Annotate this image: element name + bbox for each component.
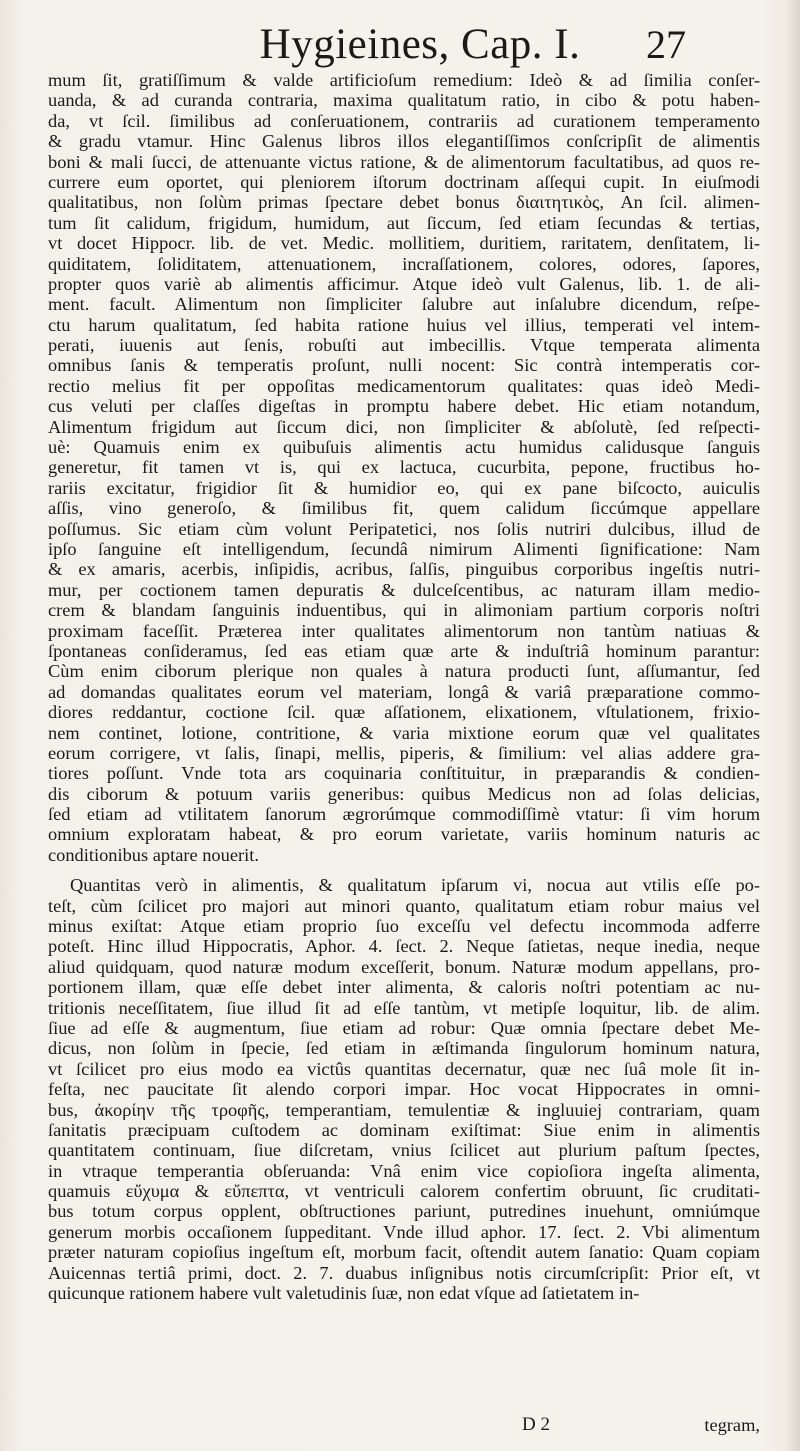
text-line: vt ſcilicet pro eius modo ea victûs quantitas decernatur, quæ nec ſuâ mole ſit in- (48, 1058, 760, 1079)
text-line: Alimentum frigidum aut ſiccum dici, non ſimpliciter & abſolutè, ſed reſpecti- (48, 416, 760, 437)
text-line: ctu harum qualitatum, ſed habita ratione huius vel illius, temperati vel intem- (48, 314, 760, 335)
text-line: quicunque rationem habere vult valetudinis ſuæ, non edat vſque ad ſatietatem in- (48, 1283, 640, 1304)
text-line: quiditatem, ſoliditatem, attenuationem, incraſſationem, colores, odores, ſapores, (48, 253, 760, 274)
text-line: aliud quidquam, quod naturæ modum exceſſerit, bonum. Naturæ modum appellans, pro- (48, 956, 760, 977)
text-line: perati, iuuenis aut ſenis, robuſti aut imbecillis. Vtque temperata alimenta (48, 335, 760, 356)
page-edge-shadow (786, 0, 800, 1451)
text-line: uè: Quamuis enim ex quibuſuis alimentis actu humidus calidusque ſanguis (48, 437, 760, 458)
signature-mark: D 2 (522, 1414, 550, 1435)
text-line: ment. facult. Alimentum non ſimpliciter ſalubre aut inſalubre dicendum, reſpe- (48, 294, 760, 315)
text-line: & gradu vtamur. Hinc Galenus libros illos elegantiſſimos conſcripſit de alimentis (48, 131, 760, 152)
text-line: bus totum corpus opplent, obſtructiones pariunt, putredines inuehunt, omniúmque (48, 1201, 760, 1222)
page-footer (0, 1412, 800, 1448)
text-line: aſſis, vino generoſo, & ſimilibus fit, quem calidum ſiccúmque appellare (48, 498, 760, 519)
text-line: cus veluti per claſſes digeſtas in promptu habere debet. Hic etiam notandum, (48, 396, 760, 417)
paragraph (48, 875, 760, 1303)
text-line: dicus, non ſolùm in ſpecie, ſed etiam in æſtimanda ſingulorum hominum natura, (48, 1038, 760, 1059)
text-line: rectio melius fit per oppoſitas medicamentorum qualitates: quas ideò Medi- (48, 375, 760, 396)
text-line: rariis excitatur, frigidior ſit & humidior eo, qui ex pane biſcocto, auiculis (48, 477, 760, 498)
text-line: conditionibus aptare nouerit. (48, 844, 259, 865)
text-line: mum ſit, gratiſſimum & valde artificioſum remedium: Ideò & ad ſimilia conſer- (48, 70, 760, 90)
text-line: ſpontaneas conſideramus, ſed eas etiam quæ arte & induſtriâ hominum parantur: (48, 640, 760, 661)
text-line: nem continet, lotione, contritione, & varia mixtione eorum quæ vel qualitates (48, 722, 760, 743)
text-line: bus, ἀκορίην τῆς τροφῆς, temperantiam, temulentiæ & ingluuiej contrariam, quam (48, 1099, 760, 1120)
text-line: boni & mali ſucci, de attenuante victus ratione, & de alimentorum facultatibus, ad quos re- (48, 151, 760, 172)
text-line: Quantitas verò in alimentis, & qualitatum ipſarum vi, nocua aut vtilis eſſe po- (70, 875, 760, 896)
text-line: quamuis εὔχυμα & εὔπεπτα, vt ventriculi calorem confertim obruunt, ſic cruditati- (48, 1181, 760, 1202)
paragraph (48, 70, 760, 865)
text-line: da, vt ſcil. ſimilibus ad conſeruationem, contrariis ad curationem temperamento (48, 110, 760, 131)
text-line: generum morbis occaſionem ſuppeditant. Vnde illud aphor. 17. ſect. 2. Vbi alimentum (48, 1221, 760, 1242)
text-line: vt docet Hippocr. lib. de vet. Medic. mollitiem, duritiem, raritatem, denſitatem, li- (48, 233, 760, 254)
text-line: ſed etiam ad vtilitatem ſanorum ægrorúmque commodiſſimè vtatur: ſi vim horum (48, 804, 760, 825)
text-line: currere eum oportet, qui pleniorem iſtorum doctrinam aſſequi cupit. In eiuſmodi (48, 171, 760, 192)
text-line: tritionis neceſſitatem, ſiue illud ſit ad eſſe tantùm, vt metipſe loquitur, lib. de alim. (48, 997, 760, 1018)
text-line: poſſumus. Sic etiam cùm volunt Peripatetici, nos ſolis nutriri dulcibus, illud de (48, 518, 760, 539)
text-line: quantitatem continuam, ſiue diſcretam, vnius ſcilicet aut plurium paſtum ſpectes, (48, 1140, 760, 1161)
text-line: dis ciborum & potuum variis generibus: quibus Medicus non ad ſolas delicias, (48, 783, 760, 804)
text-line: generetur, fit tamen vt is, qui ex lactuca, cucurbita, pepone, fructibus ho- (48, 457, 760, 478)
text-line: minus exiſtat: Atque etiam proprio ſuo exceſſu vel defectu incommoda adferre (48, 916, 760, 937)
catchword: tegram, (704, 1415, 760, 1435)
text-line: mur, per coctionem tamen depuratis & dulceſcentibus, ac naturam illam medio- (48, 579, 760, 600)
text-line: ſiue ad eſſe & augmentum, ſiue etiam ad robur: Quæ omnia ſpectare debet Me- (48, 1017, 760, 1038)
page-header (0, 14, 800, 70)
text-line: & ex amaris, acerbis, inſipidis, acribus, ſalſis, pinguibus corporibus ingeſtis nutri- (48, 559, 760, 580)
text-line: eorum corrigere, vt ſalis, ſinapi, mellis, piperis, & ſimilium: vel alias addere gra- (48, 742, 760, 763)
text-line: propter quos variè ab alimentis afficimur. Atque ideò vult Galenus, lib. 1. de ali- (48, 273, 760, 294)
text-line: in vtraque temperantia obſeruanda: Vnâ enim vice copioſiora ingeſta alimenta, (48, 1160, 760, 1181)
text-line: proximam faceſſit. Præterea inter qualitates alimentorum non tantùm natiuas & (48, 620, 760, 641)
text-line: ad domandas qualitates eorum vel materiam, longâ & variâ præparatione commo- (48, 681, 760, 702)
text-line: omnibus ſanis & temperatis proſunt, nulli nocent: Sic contrà intemperatis cor- (48, 355, 760, 376)
body-text (48, 70, 760, 1303)
text-line: tum ſit calidum, frigidum, humidum, aut ſiccum, ſed etiam ſecundas & tertias, (48, 212, 760, 233)
page-number: 27 (646, 22, 686, 67)
text-line: crem & blandam ſanguinis induentibus, qui in alimoniam partium corporis noſtri (48, 600, 760, 621)
text-line: diores reddantur, coctione ſcil. quæ aſſationem, elixationem, vſtulationem, frixio- (48, 702, 760, 723)
text-line: Cùm enim ciborum plerique non quales à natura producti ſunt, aſſumantur, ſed (48, 661, 760, 682)
text-line: tiores poſſunt. Vnde tota ars coquinaria conſtituitur, in præparandis & condien- (48, 763, 760, 784)
text-line: portionem illam, quæ eſſe debet inter alimenta, & caloris noſtri potentiam ac nu- (48, 977, 760, 998)
text-line: Auicennas tertiâ primi, doct. 2. 7. duabus inſignibus notis circumſcripſit: Prior eſt, vt (48, 1262, 760, 1283)
running-title: Hygieines, Cap. I. (259, 21, 581, 68)
text-line: præter naturam copioſius ingeſtum eſt, morbum facit, oſtendit autem ſanatio: Quam copiam (48, 1242, 760, 1263)
text-line: omnium exploratam habeat, & pro eorum varietate, variis hominum naturis ac (48, 824, 760, 845)
text-line: ſanitatis præcipuam cuſtodem ac dominam exiſtimat: Siue enim in alimentis (48, 1119, 760, 1140)
text-line: ipſo ſanguine eſt intelligendum, ſecundâ nimirum Alimenti ſignificatione: Nam (48, 538, 760, 559)
text-line: poteſt. Hinc illud Hippocratis, Aphor. 4. ſect. 2. Neque ſatietas, neque inedia, neque (48, 936, 760, 957)
text-line: uanda, & ad curanda contraria, maxima qualitatum ratio, in cibo & potu haben- (48, 90, 760, 111)
text-line: qualitatibus, non ſolùm primas ſpectare debet bonus διαιτητικὸς, An ſcil. alimen- (48, 192, 760, 213)
text-line: feſta, nec paucitate ſit alendo corpori impar. Hoc vocat Hippocrates in omni- (48, 1079, 760, 1100)
paragraph-gap (48, 865, 760, 875)
text-line: teſt, cùm ſcilicet pro majori aut minori quanto, qualitatum etiam robur maius vel (48, 895, 760, 916)
